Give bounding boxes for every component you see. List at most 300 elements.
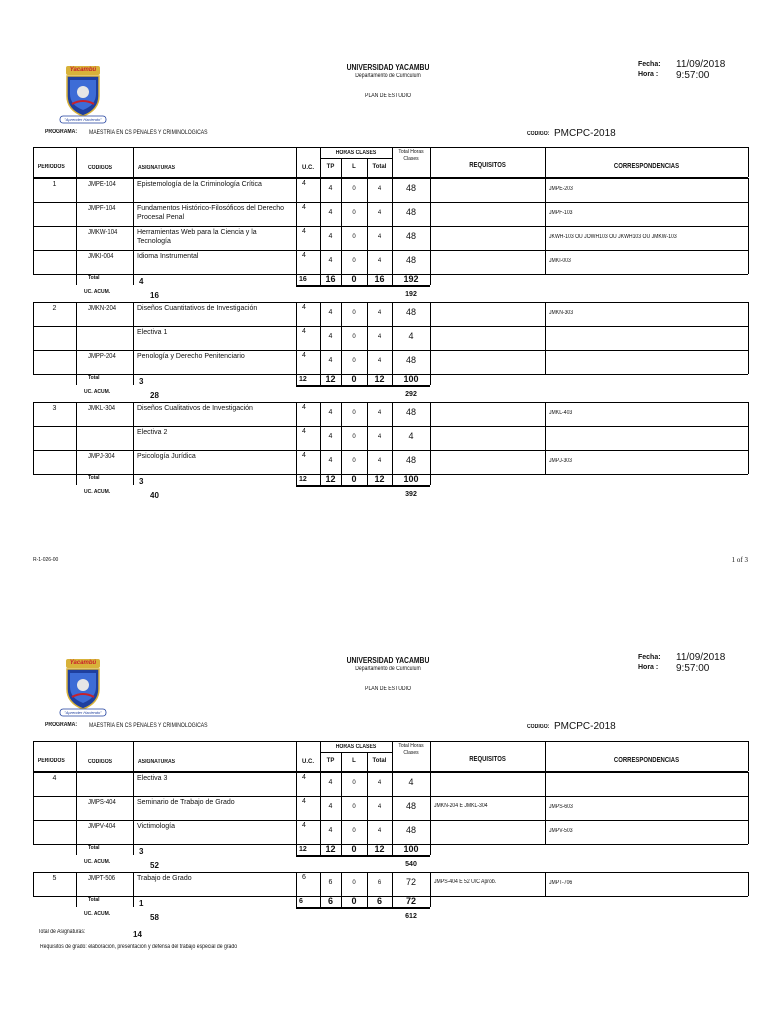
rule-v: [133, 374, 134, 385]
course-tp: 4: [328, 779, 333, 786]
university-name: UNIVERSIDAD YACAMBU: [346, 656, 430, 665]
rule-v: [33, 302, 34, 374]
course-total: 6: [377, 880, 382, 886]
course-correspondencias: JKWH-103 OU JOWH103 OU JKWH103 OU JMKW-103: [549, 234, 677, 240]
course-tp: 4: [328, 185, 333, 192]
rule-v: [430, 426, 431, 450]
course-l: 0: [352, 828, 356, 834]
course-l: 0: [352, 186, 356, 192]
course-uc: 6: [302, 874, 306, 881]
total-uc: 12: [299, 476, 307, 483]
rule-v: [133, 844, 134, 855]
department-name: Departamento de Curriculum: [355, 666, 421, 672]
course-name: Idioma Instrumental: [137, 253, 199, 260]
rule-v: [545, 178, 546, 202]
rule-v: [545, 741, 546, 771]
rule-h: [33, 426, 748, 427]
rule-h: [320, 752, 392, 753]
fecha-label: Fecha:: [638, 654, 661, 661]
total-l: 0: [351, 374, 357, 384]
plan-title: PLAN DE ESTUDIO: [365, 93, 411, 99]
total-tp: 12: [325, 844, 336, 854]
codigo-value: PMCPC-2018: [554, 128, 616, 139]
course-l: 0: [352, 358, 356, 364]
course-name: Epistemología de la Criminología Crítica: [137, 181, 262, 188]
course-code: JMKI-004: [88, 253, 114, 260]
total-l: 0: [351, 896, 357, 906]
rule-v: [430, 402, 431, 426]
acum-total-hours: 292: [405, 391, 417, 398]
course-total-hours: 48: [405, 455, 416, 465]
rule-h: [296, 855, 430, 857]
col-horas-clases: HORAS CLASES: [335, 150, 377, 156]
rule-v: [76, 474, 77, 485]
rule-h: [33, 178, 748, 179]
plan-title: PLAN DE ESTUDIO: [365, 686, 411, 692]
course-name: Fundamentos Histórico-Filosóficos del Derecho Procesal Penal: [137, 205, 285, 221]
course-tp: 4: [328, 309, 333, 316]
fecha-value: 11/09/2018: [676, 59, 726, 70]
rule-v: [545, 450, 546, 474]
course-total: 4: [377, 234, 382, 240]
rule-v: [545, 250, 546, 274]
rule-v: [76, 274, 77, 285]
total-l: 0: [351, 474, 357, 484]
rule-v: [545, 402, 546, 426]
rule-v: [76, 147, 77, 177]
col-asignaturas: ASIGNATURAS: [138, 759, 176, 765]
rule-v: [33, 772, 34, 844]
course-total-hours: 48: [405, 207, 416, 217]
rule-v: [430, 872, 431, 896]
course-name: Electiva 2: [137, 429, 168, 436]
col-horas-clases: HORAS CLASES: [335, 744, 377, 750]
rule-v: [430, 147, 431, 177]
course-uc: 4: [302, 180, 306, 187]
course-uc: 4: [302, 428, 306, 435]
programa-label: PROGRAMA:: [45, 722, 78, 728]
rule-v: [545, 772, 546, 796]
university-logo: [58, 64, 108, 124]
course-l: 0: [352, 310, 356, 316]
course-total: 4: [377, 210, 382, 216]
rule-v: [33, 402, 34, 474]
total-tp: 12: [325, 374, 336, 384]
fecha-value: 11/09/2018: [676, 652, 726, 663]
course-uc: 4: [302, 304, 306, 311]
course-name: Electiva 3: [137, 775, 168, 782]
course-l: 0: [352, 334, 356, 340]
rule-v: [76, 450, 77, 474]
rule-v: [76, 772, 77, 796]
rule-h: [33, 202, 748, 203]
rule-v: [748, 302, 749, 374]
rule-h: [33, 402, 748, 403]
rule-h: [33, 226, 748, 227]
hora-value: 9:57:00: [676, 663, 710, 674]
course-total-hours: 48: [405, 407, 416, 417]
logo-banner-text: Yacambú: [69, 660, 97, 666]
total-label: Total: [88, 475, 100, 481]
rule-v: [748, 872, 749, 896]
course-uc: 4: [302, 252, 306, 259]
col-total-horas: Total Horas Clases: [398, 149, 424, 162]
rule-v: [76, 202, 77, 226]
rule-h: [33, 326, 748, 327]
rule-v: [296, 844, 297, 855]
rule-v: [545, 350, 546, 374]
rule-v: [133, 426, 134, 450]
rule-v: [296, 741, 297, 771]
rule-h: [296, 485, 430, 487]
total-label: Total: [88, 897, 100, 903]
rule-v: [296, 250, 297, 274]
logo-banner-text: Yacambú: [69, 67, 97, 73]
total-hours: 6: [376, 896, 382, 906]
course-total: 4: [377, 186, 382, 192]
rule-v: [133, 274, 134, 285]
course-l: 0: [352, 458, 356, 464]
rule-v: [545, 302, 546, 326]
rule-h: [296, 285, 430, 287]
rule-v: [133, 772, 134, 796]
codigo-label: CODIGO:: [527, 724, 550, 730]
rule-v: [296, 820, 297, 844]
rule-v: [430, 302, 431, 326]
course-tp: 4: [328, 827, 333, 834]
col-asignaturas: ASIGNATURAS: [138, 165, 176, 171]
course-name: Diseños Cualitativos de Investigación: [137, 405, 253, 412]
total-label: Total: [88, 375, 100, 381]
course-l: 0: [352, 434, 356, 440]
total-uc: 12: [299, 846, 307, 853]
rule-h: [33, 350, 748, 351]
rule-v: [545, 796, 546, 820]
course-total: 4: [377, 258, 382, 264]
course-requisitos: JMKN-204 E JMKL-304: [434, 803, 488, 809]
total-th: 192: [403, 274, 419, 284]
course-total: 4: [377, 434, 382, 440]
course-correspondencias: JMPE-203: [549, 186, 573, 192]
course-l: 0: [352, 880, 356, 886]
course-requisitos: JMPS-404 E 52 U/C Aprob.: [434, 879, 497, 885]
course-total: 4: [377, 310, 382, 316]
logo-motto-text: "Aprender Haciendo": [64, 117, 102, 122]
course-l: 0: [352, 210, 356, 216]
rule-v: [430, 450, 431, 474]
course-uc: 4: [302, 228, 306, 235]
rule-v: [296, 374, 297, 385]
course-name: Diseños Cuantitativos de Investigación: [137, 305, 258, 312]
requisitos-grado-note: Requisitos de grado: elaboración, presentación y defensa del trabajo especial de grado: [40, 944, 238, 950]
rule-v: [133, 741, 134, 771]
rule-v: [545, 226, 546, 250]
rule-v: [296, 772, 297, 796]
rule-v: [430, 474, 431, 485]
rule-v: [748, 402, 749, 474]
rule-v: [430, 226, 431, 250]
rule-v: [76, 426, 77, 450]
total-label: Total: [88, 845, 100, 851]
course-total-hours: 4: [408, 331, 414, 341]
course-tp: 6: [328, 879, 333, 886]
course-total: 4: [377, 358, 382, 364]
rule-v: [33, 872, 34, 896]
course-total-hours: 48: [405, 231, 416, 241]
hora-value: 9:57:00: [676, 70, 710, 81]
rule-v: [430, 741, 431, 771]
course-total: 4: [377, 780, 382, 786]
rule-v: [76, 844, 77, 855]
rule-v: [748, 772, 749, 844]
rule-v: [76, 796, 77, 820]
rule-v: [76, 402, 77, 426]
course-correspondencias: JMPJ-303: [549, 458, 572, 464]
uc-acum-label: UC. ACUM.: [84, 911, 111, 917]
rule-v: [76, 350, 77, 374]
rule-h: [296, 385, 430, 387]
rule-v: [545, 820, 546, 844]
uc-acum-value: 40: [150, 491, 159, 500]
rule-h: [33, 872, 748, 873]
period-number: 3: [52, 405, 57, 412]
rule-v: [133, 147, 134, 177]
course-total: 4: [377, 804, 382, 810]
total-asignaturas-value: 14: [133, 930, 142, 939]
rule-v: [76, 820, 77, 844]
university-logo: [58, 657, 108, 717]
course-name: Penología y Derecho Penitenciario: [137, 353, 245, 360]
course-total: 4: [377, 458, 382, 464]
rule-v: [296, 274, 297, 285]
rule-v: [545, 147, 546, 177]
course-total: 4: [377, 334, 382, 340]
total-uc: 12: [299, 376, 307, 383]
course-code: JMKW-104: [88, 229, 118, 236]
col-correspondencias: CORRESPONDENCIAS: [613, 757, 680, 764]
rule-v: [76, 374, 77, 385]
rule-v: [296, 426, 297, 450]
rule-v: [76, 178, 77, 202]
course-code: JMPE-104: [88, 181, 116, 188]
course-l: 0: [352, 410, 356, 416]
course-name: Victimología: [137, 823, 176, 830]
rule-v: [296, 350, 297, 374]
course-total-hours: 48: [405, 801, 416, 811]
rule-v: [430, 772, 431, 796]
course-uc: 4: [302, 798, 306, 805]
total-tp: 16: [325, 274, 336, 284]
rule-h: [33, 450, 748, 451]
uc-acum-label: UC. ACUM.: [84, 389, 111, 395]
col-tp: TP: [326, 758, 335, 764]
course-tp: 4: [328, 409, 333, 416]
col-l: L: [352, 164, 356, 170]
period-number: 5: [52, 875, 57, 882]
rule-v: [76, 741, 77, 771]
rule-v: [296, 872, 297, 896]
rule-v: [430, 350, 431, 374]
rule-v: [296, 796, 297, 820]
total-asignaturas-label: Total de Asignaturas:: [38, 929, 86, 935]
codigo-value: PMCPC-2018: [554, 721, 616, 732]
rule-v: [430, 796, 431, 820]
rule-h: [33, 741, 748, 742]
col-requisitos: REQUISITOS: [469, 162, 506, 169]
course-uc: 4: [302, 404, 306, 411]
rule-v: [33, 178, 34, 274]
col-l: L: [352, 758, 356, 764]
course-total-hours: 48: [405, 825, 416, 835]
uc-acum-label: UC. ACUM.: [84, 289, 111, 295]
course-uc: 4: [302, 822, 306, 829]
course-tp: 4: [328, 257, 333, 264]
course-correspondencias: JMKN-303: [549, 310, 574, 316]
rule-v: [296, 450, 297, 474]
rule-v: [133, 474, 134, 485]
rule-v: [320, 741, 321, 771]
col-requisitos: REQUISITOS: [469, 756, 506, 763]
total-th: 72: [405, 896, 416, 906]
course-total-hours: 4: [408, 431, 414, 441]
rule-v: [748, 741, 749, 771]
rule-v: [296, 226, 297, 250]
logo-motto-text: "Aprender Haciendo": [64, 710, 102, 715]
uc-acum-value: 16: [150, 291, 159, 300]
course-l: 0: [352, 804, 356, 810]
rule-v: [392, 147, 393, 177]
rule-v: [296, 896, 297, 907]
total-count: 3: [139, 477, 144, 486]
rule-v: [545, 426, 546, 450]
uc-acum-value: 28: [150, 391, 159, 400]
rule-h: [320, 158, 392, 159]
total-count: 4: [139, 277, 144, 286]
col-tp: TP: [326, 164, 335, 170]
course-total: 4: [377, 410, 382, 416]
total-l: 0: [351, 844, 357, 854]
course-total-hours: 48: [405, 255, 416, 265]
course-code: JMPT-506: [88, 875, 116, 882]
course-code: JMKL-304: [88, 405, 116, 412]
rule-v: [430, 844, 431, 855]
col-codigos: CODIGOS: [88, 759, 113, 765]
course-tp: 4: [328, 457, 333, 464]
course-tp: 4: [328, 233, 333, 240]
rule-v: [430, 326, 431, 350]
total-th: 100: [403, 374, 419, 384]
rule-v: [296, 326, 297, 350]
rule-v: [392, 741, 393, 771]
course-uc: 4: [302, 452, 306, 459]
course-l: 0: [352, 234, 356, 240]
rule-v: [296, 202, 297, 226]
course-correspondencias: JMPF-103: [549, 210, 573, 216]
uc-acum-label: UC. ACUM.: [84, 859, 111, 865]
col-codigos: CODIGOS: [88, 165, 113, 171]
total-l: 0: [351, 274, 357, 284]
rule-v: [430, 250, 431, 274]
total-tp: 6: [327, 896, 333, 906]
col-uc: U.C.: [302, 759, 314, 765]
acum-total-hours: 192: [405, 291, 417, 298]
course-uc: 4: [302, 204, 306, 211]
rule-v: [430, 178, 431, 202]
rule-v: [76, 872, 77, 896]
total-hours: 12: [374, 374, 385, 384]
page-number: 1 of 3: [731, 556, 748, 564]
total-hours: 12: [374, 844, 385, 854]
period-number: 4: [52, 775, 57, 782]
course-code: JMPJ-304: [88, 453, 115, 460]
course-total-hours: 48: [405, 307, 416, 317]
total-count: 3: [139, 377, 144, 386]
course-name: Herramientas Web para la Ciencia y la Tecnología: [137, 229, 257, 245]
col-correspondencias: CORRESPONDENCIAS: [613, 163, 680, 170]
acum-total-hours: 392: [405, 491, 417, 498]
course-code: JMPS-404: [88, 799, 116, 806]
rule-v: [430, 820, 431, 844]
rule-h: [33, 772, 748, 773]
university-name: UNIVERSIDAD YACAMBU: [346, 63, 430, 72]
rule-v: [430, 202, 431, 226]
programa-label: PROGRAMA:: [45, 129, 78, 135]
rule-h: [33, 250, 748, 251]
hora-label: Hora :: [638, 664, 659, 671]
period-number: 1: [52, 181, 57, 188]
rule-v: [320, 147, 321, 177]
rule-v: [76, 896, 77, 907]
rule-v: [296, 147, 297, 177]
programa-value: MAESTRÍA EN CS PENALES Y CRIMINOLÓGICAS: [89, 723, 208, 729]
course-name: Seminario de Trabajo de Grado: [137, 799, 235, 806]
rule-v: [296, 402, 297, 426]
col-uc: U.C.: [302, 165, 314, 171]
course-total-hours: 48: [405, 355, 416, 365]
total-hours: 12: [374, 474, 385, 484]
programa-value: MAESTRÍA EN CS PENALES Y CRIMINOLÓGICAS: [89, 130, 208, 136]
total-hours: 16: [374, 274, 385, 284]
period-number: 2: [52, 305, 57, 312]
rule-h: [33, 820, 748, 821]
course-correspondencias: JMPS-603: [549, 804, 573, 810]
rule-h: [296, 907, 430, 909]
course-correspondencias: JMKL-403: [549, 410, 573, 416]
rule-v: [33, 147, 34, 177]
course-tp: 4: [328, 803, 333, 810]
acum-total-hours: 540: [405, 861, 417, 868]
total-count: 1: [139, 899, 144, 908]
total-uc: 16: [299, 276, 307, 283]
course-code: JMPV-404: [88, 823, 116, 830]
rule-v: [76, 326, 77, 350]
total-th: 100: [403, 844, 419, 854]
course-total-hours: 72: [405, 877, 416, 887]
rule-v: [133, 896, 134, 907]
fecha-label: Fecha:: [638, 61, 661, 68]
course-name: Electiva 1: [137, 329, 168, 336]
col-total: Total: [372, 164, 387, 170]
course-code: JMPF-104: [88, 205, 116, 212]
rule-v: [296, 302, 297, 326]
total-count: 3: [139, 847, 144, 856]
uc-acum-label: UC. ACUM.: [84, 489, 111, 495]
rule-v: [545, 326, 546, 350]
col-total: Total: [372, 758, 387, 764]
hora-label: Hora :: [638, 71, 659, 78]
rule-v: [76, 302, 77, 326]
col-periodos: PERIODOS: [37, 758, 65, 764]
